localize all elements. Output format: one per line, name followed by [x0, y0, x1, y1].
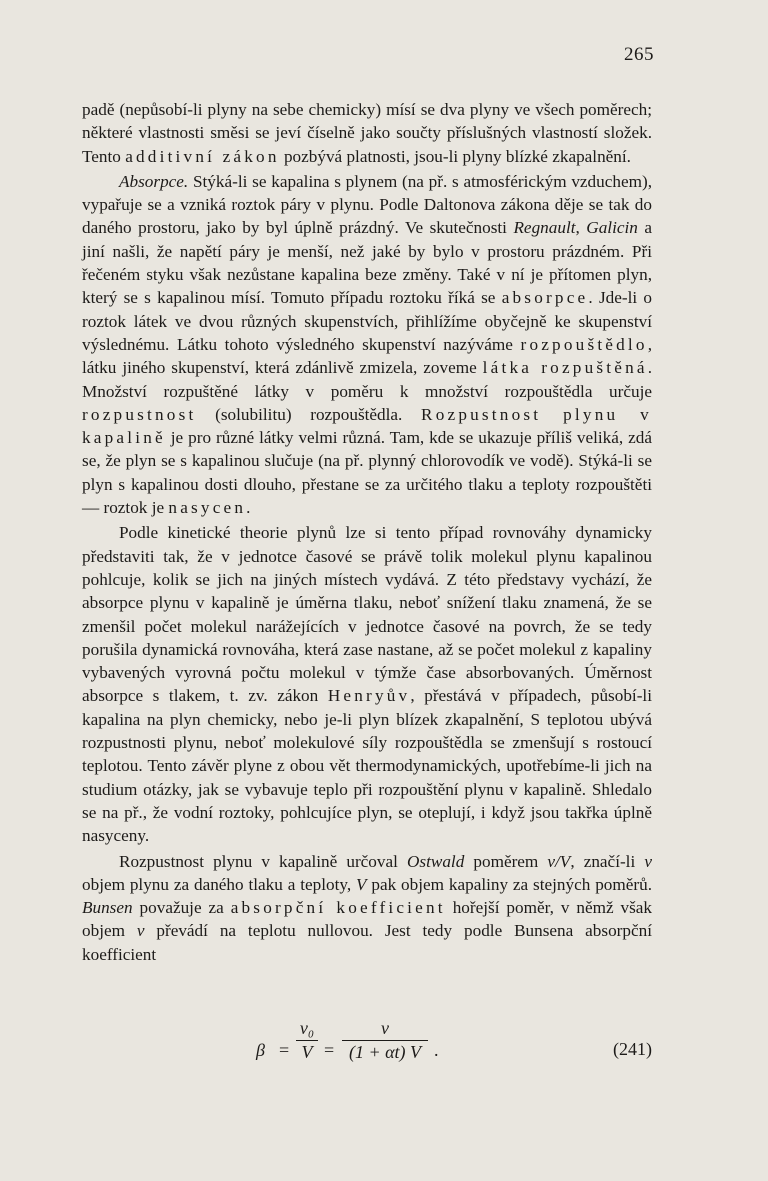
fraction-denominator: V: [301, 1042, 313, 1062]
text-segment: poměrem: [464, 851, 548, 871]
equation-number: (241): [613, 1039, 652, 1059]
text-segment: . Jde-li o roztok látek ve dvou různých skupenstvích, přihlížíme obyčejně ke skupenství výslednému. Látku tohoto výsledného skupenství nazýváme: [82, 288, 652, 354]
text-segment: látka rozpuštěná: [482, 358, 648, 378]
text-segment: Rozpustnost plynu v kapalině: [82, 404, 652, 448]
text-segment: , přestává v případech, působí-li kapalina na plyn chemicky, nebo je-li plyn blízek zkapalnění, S teplotou ubývá rozpustnosti plynu, neboť molekulové síly rozpouštědla se zmenšují s rostoucí teplotou. Tento závěr plyne z obou vět thermodynamických, upotřebíme-li jich na studium otázky, jak se vybavuje teplo při rozpouštění plynu v kapalině. Shledalo se na př., že vodní roztoky, pohlcujíce plyn, se oteplují, i když jsou takřka úplně nasyceny.: [82, 686, 652, 846]
text-segment: Henryův: [327, 686, 411, 706]
equals-sign: =: [279, 1040, 290, 1060]
text-segment: (solubilitu) rozpouštědla.: [196, 404, 422, 424]
text-segment: , látku jiného skupenství, která zdánlivě zmizela, zoveme: [82, 334, 652, 378]
text-segment: absorpční koefficient: [230, 898, 446, 918]
text-segment: Bunsen: [82, 898, 133, 918]
text-segment: je pro různé látky velmi různá. Tam, kde se ukazuje příliš veliká, zdá se, že plyn se s kapalinou slučuje (na př. plynný chlorovodík ve vodě). Stýká-li se plyn s kapalinou dosti dlouho, přestane se za určitého tlaku a teploty rozpouštěti — roztok je: [82, 428, 652, 518]
paragraph-1: [82, 98, 652, 168]
text-segment: rozpouštědlo: [520, 334, 648, 354]
text-segment: pozbývá platnosti, jsou-li plyny blízké zkapalnění.: [279, 146, 631, 166]
text-segment: absorpce: [501, 288, 589, 308]
text-segment: považuje za: [132, 898, 231, 918]
text-segment: . Množství rozpuštěné látky v poměru k množství rozpouštědla určuje: [82, 358, 652, 401]
text-segment: rozpustnost: [82, 404, 197, 424]
equation-lhs: β: [256, 1040, 265, 1060]
fraction-v-over-expansion: [342, 1018, 428, 1063]
text-segment: Regnault: [513, 218, 576, 238]
text-segment: Rozpustnost plynu v kapalině určoval: [119, 851, 407, 871]
text-segment: v/V: [547, 851, 571, 871]
text-segment: Absorpce.: [119, 171, 189, 191]
text-segment: v: [136, 921, 145, 941]
fraction-numerator: v₀: [299, 1018, 315, 1038]
text-segment: převádí na teplotu nullovou. Jest tedy podle Bunsena absorpční koefficient: [82, 921, 652, 964]
text-segment: padě (nepůsobí-li plyny na sebe chemicky) mísí se dva plyny ve všech poměrech; některé vlastnosti směsi se jeví číselně jako součty příslušných vlastností složek. Tento: [82, 100, 652, 166]
fraction-bar: [296, 1040, 318, 1041]
equals-sign-2: =: [324, 1040, 335, 1060]
fraction-numerator-2: v: [381, 1018, 389, 1038]
text-segment: Stýká-li se kapalina s plynem (na př. s atmosférickým vzduchem), vypařuje se a vzniká roztok páry v plynu. Podle Daltonova zákona děje se tak do daného prostoru, jako by byl úplně prázdný. Ve skutečnosti: [82, 171, 652, 238]
text-segment: .: [246, 498, 251, 518]
text-segment: Ostwald: [406, 851, 465, 871]
paragraph-3: [82, 521, 652, 847]
body-text: [82, 98, 652, 966]
fraction-denominator-2: (1 + αt) V: [348, 1042, 422, 1062]
text-segment: Galicin: [586, 218, 638, 238]
text-segment: nasycen: [168, 498, 247, 518]
text-segment: v: [644, 851, 652, 871]
text-segment: Podle kinetické theorie plynů lze si tento případ rovnováhy dynamicky představiti tak, že v jednotce časové se právě tolik molekul plynu kapalinou pohlcuje, kolik se jich na jiných místech vydává. Z této představy vychází, že absorpce plynu v kapalině je úměrna tlaku, neboť snížení tlaku znamená, že se zmenšil počet molekul narážejících v jednotce časové na povrch, že se tedy porušila dynamická rovnováha, která zase nastane, až se počet molekul z kapaliny vybavených vyrovná počtu molekul v týmže čase absorbovaných. Úměrnost absorpce s tlakem, t. zv. zákon: [82, 523, 652, 706]
page-number: 265: [624, 44, 654, 65]
fraction-bar-2: [342, 1040, 428, 1041]
text-segment: additivní zákon: [125, 146, 280, 166]
paragraph-4: [82, 850, 652, 966]
text-segment: pak objem kapaliny za stejných poměrů.: [366, 874, 653, 894]
text-segment: hořejší poměr, v němž však objem: [82, 898, 652, 941]
text-segment: objem plynu za daného tlaku a teploty,: [82, 874, 356, 894]
fraction-v0-over-V: [296, 1018, 318, 1063]
text-segment: a jiní našli, že napětí páry je menší, než jaké by bylo v prostoru prázdném. Při řečeném styku však nezůstane kapalina beze změny. Také v ní je přítomen plyn, který se s kapalinou mísí. Tomuto případu roztoku říká se: [82, 218, 652, 308]
text-segment: V: [356, 874, 367, 894]
equation-period: .: [434, 1040, 439, 1060]
equation-241: [82, 1015, 652, 1085]
text-segment: ,: [575, 218, 587, 238]
text-segment: , značí-li: [570, 851, 645, 871]
paragraph-2: [82, 170, 652, 519]
